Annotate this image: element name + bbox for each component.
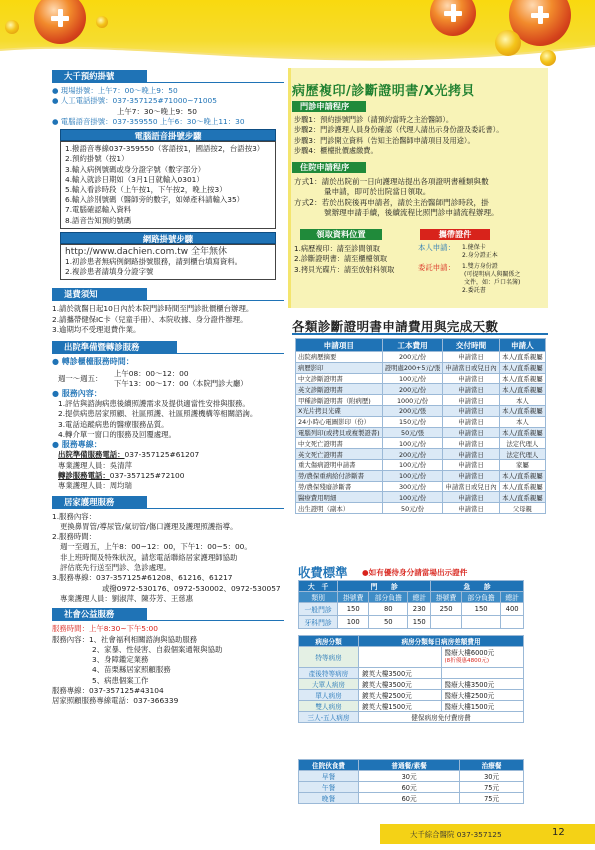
table-cell [501,616,524,629]
list-item: 1.撥語音專線037-359550（客語按1，國語按2，台語按3） [65,144,265,154]
table-cell: 100元/份 [382,459,443,470]
text-line: ● 電腦語音掛號：037-359550 上午6：30～晚上11：30 [52,116,245,126]
table-cell: 50 [369,616,408,629]
list-item: 3.拷貝光碟片：請至放射科領取 [294,264,395,274]
registration-fee-table [298,580,524,629]
table-cell: 100 [338,616,369,629]
table-row [296,362,546,373]
table-cell: 甲種診斷證明書（附病歷) [296,395,383,406]
table-cell: 200元/份 [382,352,443,363]
text-line: 請於出院前一日向護理站提出各項證明書種類與數 [321,177,489,186]
page-footer [380,824,595,844]
table-cell: 重大傷病證明申請書 [296,459,383,470]
table-cell: 申請當日 [443,449,499,460]
table-cell: 出院病歷摘要 [296,352,383,363]
list-item: 專業護理人員：劉淑萍、陳芬芳、王慈惠 [60,593,194,603]
table-cell: 申請當日或兒日內 [443,481,499,492]
table-cell: 100元/份 [382,438,443,449]
table-cell: 75元 [460,782,524,793]
table-row [296,384,546,395]
list-item: 1.病歷複印：請至診間領取 [294,244,380,253]
phone-number: 037-357125#61207 [124,450,200,460]
list-item: 1.初診患者無病例網路掛號服務，請到櫃台填寫資料。 [65,257,243,267]
table-cell: 本人 [499,395,545,406]
table-cell: 申請當日或兒日內 [443,362,499,373]
table-cell: 父母親 [499,503,545,514]
table-cell: 產後特等病房 [299,668,359,679]
table-cell: 230 [408,603,431,616]
table-row [296,405,546,416]
column-header: 總計 [408,592,431,603]
list-item: 1.健保卡 [462,244,486,251]
table-cell: 中文診斷證明書 [296,373,383,384]
table-cell: 英文死亡證明書 [296,449,383,460]
table-cell: 本人/直系親屬 [499,373,545,384]
section-title: 退費須知 [52,288,147,300]
table-cell: 法定代理人 [499,449,545,460]
table-cell: 100元/份 [382,373,443,384]
table-cell: 150元/份 [382,416,443,427]
table-cell: 200元/份 [382,384,443,395]
table-cell: 本人/直系親屬 [499,362,545,373]
section-title: 居家護理服務 [52,496,147,508]
section-title: 大千預約掛號 [52,70,147,82]
table-cell: 申請當日 [443,405,499,416]
charge-note: ●如有優待身分請當場出示證件 [362,568,468,577]
column-header: 住院伙食費 [299,760,359,771]
column-header: 普通餐/素餐 [359,760,460,771]
list-item: 5.輸入看診時段（上午按1，下午按2，晚上按3） [65,185,227,194]
table-cell: 一般門診 [299,603,338,616]
table-cell: 早餐 [299,771,359,782]
column-header: 申請人 [499,339,545,352]
procedure-list [294,177,499,218]
table-cell: 健保病房免付費房費 [359,712,524,723]
meal-fee-table [298,759,524,804]
table-row [296,492,546,503]
table-cell: 晚餐 [299,793,359,804]
column-header: 類別 [299,592,338,603]
list-item: 2.診斷證明書：請至櫃檯領取 [294,254,388,264]
text-line: 居家照顧服務專線電話：037-366339 [52,696,179,706]
list-item: 2、家暴、性侵害、自殺個案通報與協助 [92,644,223,654]
phone-number: 037-357125#72100 [109,470,185,480]
section-title: 社會公益服務 [52,608,147,620]
steps-box [60,244,276,281]
list-item: 3.逾期均不受理退費作業。 [52,325,141,335]
table-cell: 中文死亡證明書 [296,438,383,449]
table-cell [441,668,524,679]
text-line: 號辦理申請手續，後續流程比照門診申請流程辦理。 [324,207,499,217]
table-cell: 醫療大樓2500元 [441,690,524,701]
website-link[interactable]: http://www.dachien.com.tw 全年無休 [65,246,228,257]
column-header: 治療餐 [460,760,524,771]
contact-label: 出院準備服務電話： [58,450,125,460]
page-title: 病歷複印/診斷證明書/X光拷貝 [292,84,476,99]
table-cell: X光片拷貝光碟 [296,405,383,416]
subheading: ● 服務內容： [52,388,102,398]
table-cell: 本人/直系親屬 [499,481,545,492]
table-cell: 本人/直系親屬 [499,384,545,395]
gold-orb-icon [495,30,521,56]
list-item: (可提明病人與關係之 [464,271,521,278]
list-item: 步驟3：門診開立資料（告知主治醫師申請項目及用途）。 [294,135,475,145]
text-line: ● 人工電話掛號：037-357125#71000~71005 [52,96,217,106]
table-cell: 牙科門診 [299,616,338,629]
section-title: 住院申請程序 [292,162,366,173]
table-cell: 三人-五人病房 [299,712,359,723]
fee-table-body [296,352,546,514]
text-line: 下午13：00～17：00（本院門診大廳） [114,378,248,388]
section-title: 網路掛號步驟 [60,232,276,244]
text-line: 量申請，即可於出院當日領取。 [324,187,431,197]
list-item: 4.輸入就診日期如（3月1日就輸入0301） [65,174,204,184]
table-cell: 300元/份 [382,481,443,492]
text-line: 上午7：30～晚上9：50 [117,106,197,116]
section-title: 領取資料位置 [300,229,382,240]
table-header: 大 千 [299,581,338,592]
table-row [296,395,546,406]
table-cell: 150 [408,616,431,629]
table-cell: 勞/農保重病給付診斷書 [296,470,383,481]
table-row [296,459,546,470]
fee-table [295,338,546,514]
list-item: 3、身障鑑定業務 [92,655,149,665]
list-item: 或撥0972-530176、0972-530002、0972-530057 [102,583,281,593]
table-row [296,481,546,492]
table-cell [462,616,501,629]
table-cell: 醫療大樓6000元 [444,649,495,657]
table-row [296,427,546,438]
list-item: 3.服務專線：037-357125#61208、61216、61217 [52,573,233,583]
list-item: 2.服務時間： [52,532,97,542]
table-cell: 家屬 [499,459,545,470]
table-cell: 申請當日 [443,416,499,427]
table-cell: 病歷影印 [296,362,383,373]
table-cell: 特等病房 [299,647,359,668]
table-cell [431,616,462,629]
contact-label: 轉診服務電話： [58,470,110,480]
table-cell: 鍍英大樓2500元 [359,690,442,701]
table-cell: 申請當日 [443,503,499,514]
table-cell: 本人/直系親屬 [499,427,545,438]
table-cell: 鍍英大樓3500元 [359,679,442,690]
column-header: 交付時間 [443,339,499,352]
list-item: 2.複診患者請填身分證字號 [65,267,154,277]
list-item: 1.雙方身份證 [462,263,498,270]
table-row [296,470,546,481]
procedure-list [294,115,503,156]
text-line: 專業護理人員：周均瑞 [58,481,132,491]
table-cell: 50元/份 [382,503,443,514]
table-cell: 鍍英大樓1500元 [359,701,442,712]
table-cell: 75元 [460,793,524,804]
text-line: 服務時間：上午8:30~下午5:00 [52,624,158,634]
text-line: 服務專線：037-357125#43104 [52,686,164,696]
table-cell: 80 [369,603,408,616]
table-cell: 50元/張 [382,427,443,438]
table-cell: 200元/份 [382,449,443,460]
list-item: 步驟1：預約掛號門診（請預約當時之主治醫師）。 [294,115,454,124]
list-item: 評估底先行送至門診、急診處理。 [60,563,171,573]
list-item: 6.輸入診別號碼（醫師旁的數字，如婦產科請輸入35） [65,195,245,205]
table-cell: 出生證明（副本） [296,503,383,514]
column-header: 掛號費 [338,592,369,603]
delegate-application-label: 委託申請： [418,263,455,272]
table-cell: 60元 [359,782,460,793]
table-row [296,449,546,460]
table-cell: 醫療費用明細 [296,492,383,503]
list-item: 服務內容：1、社會福利相關諮詢與協助服務 [52,634,198,644]
table-cell: 申請當日 [443,373,499,384]
text-line: 上午08：00～12：00 [114,368,189,378]
list-item: 步驟4：櫃檯批價處繳費。 [294,145,378,155]
column-header: 總計 [501,592,524,603]
table-cell: 100元/份 [382,492,443,503]
method-label: 方式2： [294,197,322,207]
list-item: 5、病患個案工作 [92,675,149,685]
list-item: 7.電腦確認輸入資料 [65,205,132,215]
gold-orb-icon [5,20,19,34]
text-line: ● 現場掛號：上午7：00～晚上9：50 [52,86,178,95]
footer-hospital: 大千綜合醫院 037-357125 [410,830,502,839]
list-item: 8.語音告知預約號碼 [65,215,132,225]
list-item: 3.輸入病例號碼或身分證字號（數字部分） [65,164,206,174]
column-header: 工本費用 [382,339,443,352]
pickup-list [294,244,394,275]
table-cell: 400 [501,603,524,616]
list-item: 更換鼻胃管/導尿管/氣切管/傷口護理及護理照護指導。 [60,521,238,531]
column-header: 申請項目 [296,339,383,352]
gold-orb-icon [540,50,556,66]
list-item: 非上班時間及特殊狀況，請您電話聯絡居家護理師協助 [60,552,238,562]
table-cell: 英文診斷證明書 [296,384,383,395]
list-item: 文件，如：戶口名簿) [464,279,521,286]
table-row [296,373,546,384]
subheading: ● 服務專線： [52,440,102,450]
list-item: 週一至週五，上午8：00~12：00，下午1：00~5：00。 [60,542,252,552]
list-item: 2.身分證正本 [462,252,498,259]
table-cell: 250 [431,603,462,616]
list-item: 2.請攜帶健保IC卡（兒童手冊）、本院收據、身分證件辦理。 [52,314,248,324]
column-header: 部分負擔 [369,592,408,603]
column-header: 掛號費 [431,592,462,603]
gold-orb-icon [96,16,108,28]
table-cell: 30元 [359,771,460,782]
page-number: 12 [552,827,565,838]
table-cell: 150 [338,603,369,616]
list-item: 1.請於就醫日起10日內於本院門診時間至門診批價櫃台辦理。 [52,304,254,314]
list-item: 1.服務內容： [52,511,97,521]
method-label: 方式1： [294,177,322,186]
table-header: 急 診 [431,581,524,592]
table-row [296,503,546,514]
table-cell: 申請當日 [443,352,499,363]
table-cell [359,647,442,668]
table-cell: 申請當日 [443,492,499,503]
table-cell: 申請當日 [443,459,499,470]
table-cell: 30元 [460,771,524,782]
table-cell: 本人/直系親屬 [499,352,545,363]
table-cell: 電腦列印(或拷貝或複製證書) [296,427,383,438]
table-cell: 本人/直系親屬 [499,492,545,503]
text-line: 專業護理人員：吳清萍 [58,460,132,470]
steps-box [60,141,276,229]
section-title: 出院準備暨轉診服務 [52,341,177,353]
table-cell: 申請當日 [443,427,499,438]
self-application-label: 本人申請： [418,243,455,252]
table-cell: 1000元/份 [382,395,443,406]
table-cell: 午餐 [299,782,359,793]
list-item: 3.電話追蹤病患的醫療服務品質。 [58,419,169,429]
text-line: 週一～週五： [58,373,103,383]
table-cell: 150 [462,603,501,616]
section-title: 門診申請程序 [292,101,366,112]
table-cell: 24小時心電圖影印（份） [296,416,383,427]
section-title: 攜帶證件 [420,229,490,240]
column-header: 部分負擔 [462,592,501,603]
table-cell: 申請當日 [443,470,499,481]
table-cell: 本人/直系親屬 [499,470,545,481]
table-cell: 申請當日 [443,384,499,395]
fee-table-title: 各類診斷證明書申請費用與完成天數 [292,319,499,334]
ward-fee-table [298,635,524,723]
table-cell: 法定代理人 [499,438,545,449]
table-header: 門 診 [338,581,431,592]
table-cell: 本人 [499,416,545,427]
list-item: 2.提供病患居家照顧、社區照護、社區照護機構等相關諮詢。 [58,409,258,419]
table-cell: 大單人病房 [299,679,359,690]
section-title: 電腦語音掛號步驟 [60,129,276,141]
table-cell: 勞/農保殘廢診斷書 [296,481,383,492]
table-row [296,416,546,427]
column-header: 病房分類 [299,636,359,647]
list-item: 4.轉介單一窗口的服務及回覆處理。 [58,429,176,439]
left-column [52,68,284,707]
table-cell: 60元 [359,793,460,804]
table-cell: 本人/直系親屬 [499,405,545,416]
table-cell: 申請當日 [443,395,499,406]
list-item: 4、苗栗縣居家照顧服務 [92,665,171,675]
table-cell: 雙人病房 [299,701,359,712]
column-header: 病房分類每日病房差額費用 [359,636,524,647]
list-item: 1.評估與諮詢病患後續照護需求及提供適當性安排與服務。 [58,398,250,408]
table-row [296,352,546,363]
table-cell: 醫療大樓1500元 [441,701,524,712]
table-cell: 鍍英大樓3500元 [359,668,442,679]
subheading: ● 轉診櫃檯服務時間： [52,357,134,367]
list-item: 2.委託書 [462,287,486,294]
list-item: 2.預約掛號（按1） [65,154,129,164]
table-cell: 證明處200+5元/張 [382,362,443,373]
table-cell: (8折優惠4800元) [444,658,490,664]
text-line: 若於出院後再申請者，請於主治醫師門診時段，掛 [321,197,489,207]
table-row [296,438,546,449]
table-cell: 申請當日 [443,438,499,449]
table-cell: 200元/張 [382,405,443,416]
table-cell: 醫療大樓3500元 [441,679,524,690]
list-item: 步驟2：門診護理人員身份確認（代理人請出示身份證及委託書）。 [294,125,504,135]
charge-title: 收費標準 [298,565,348,580]
table-cell: 單人病房 [299,690,359,701]
table-cell: 100元/份 [382,470,443,481]
